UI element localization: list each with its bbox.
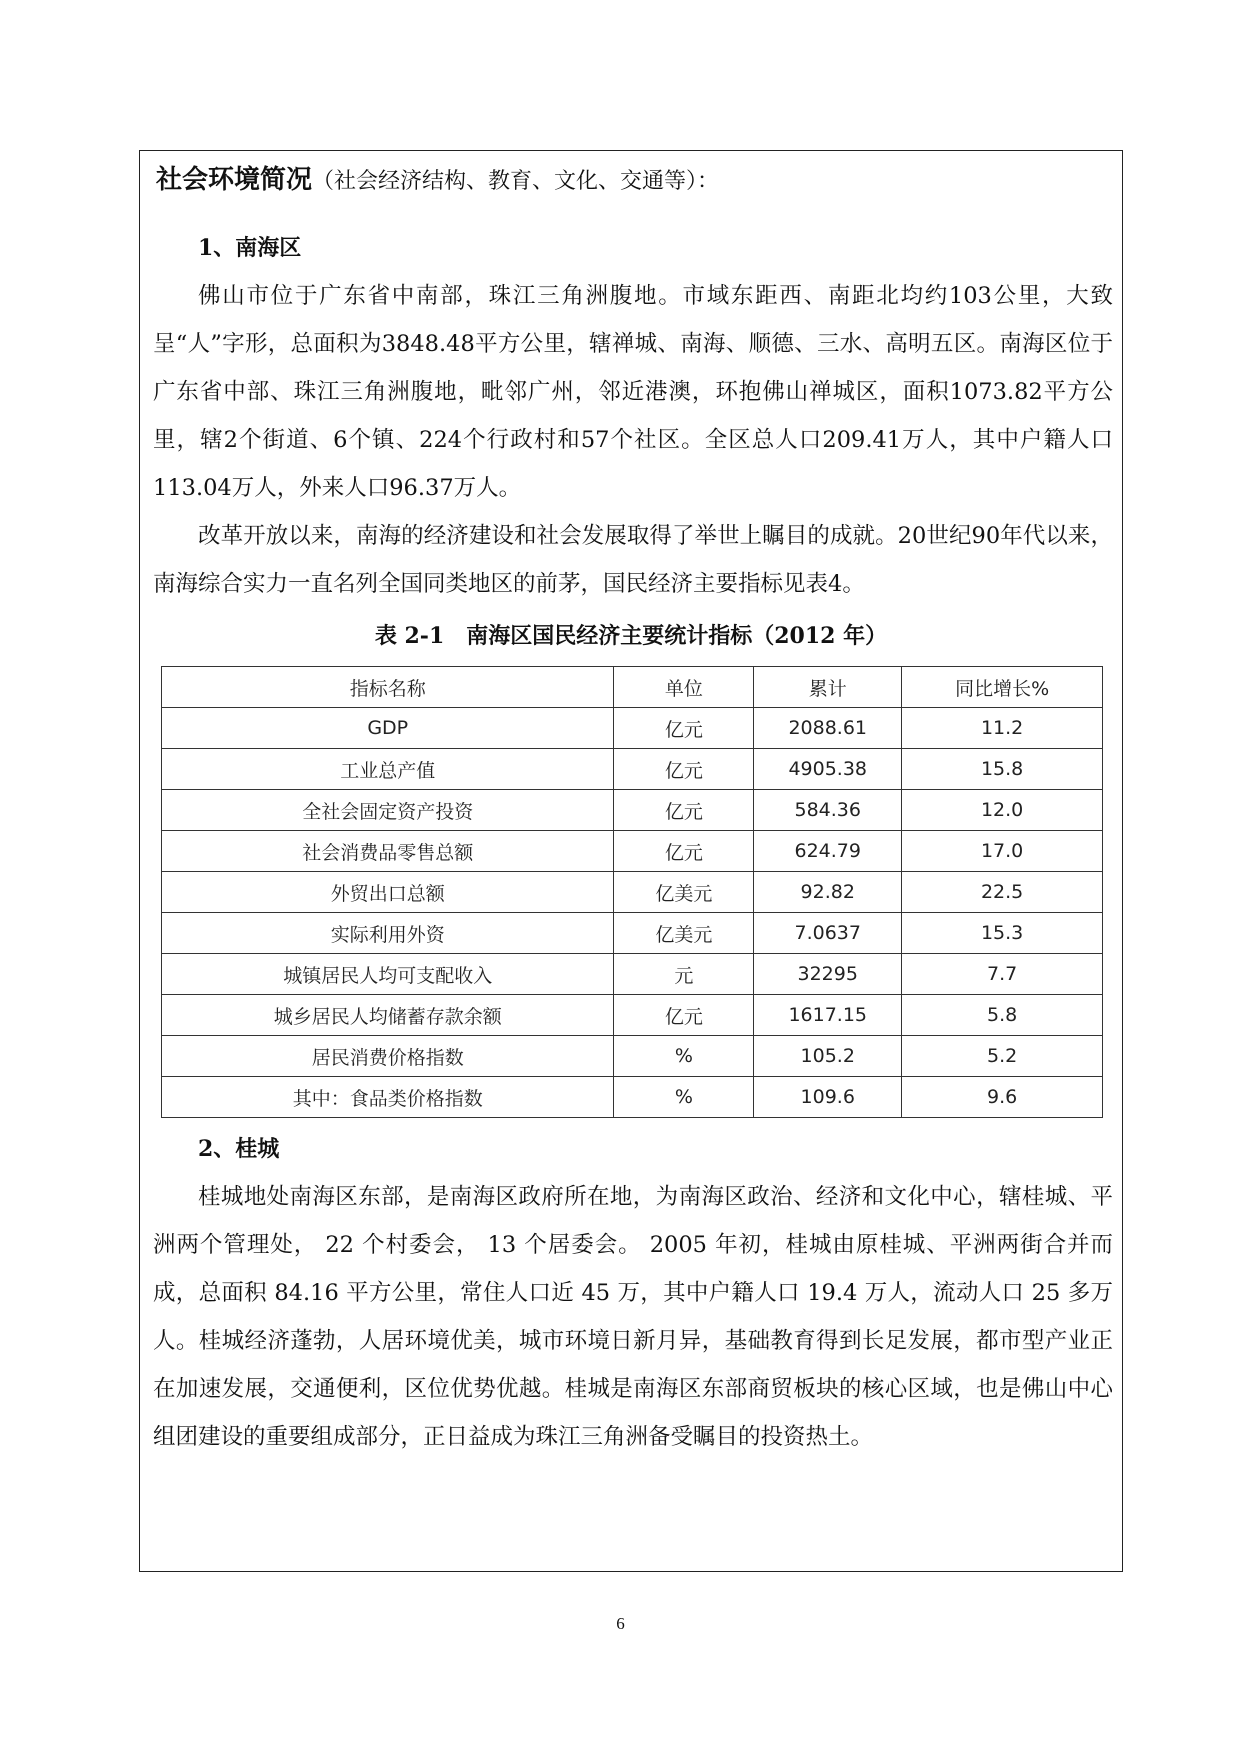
cell-unit: 亿元 xyxy=(614,708,754,749)
section-title-guicheng: 2、桂城 xyxy=(198,1136,280,1162)
cell-cumulative: 1617.15 xyxy=(754,995,902,1036)
cell-growth: 7.7 xyxy=(902,954,1103,995)
table-row xyxy=(162,954,1103,995)
table-row xyxy=(162,872,1103,913)
table-row xyxy=(162,913,1103,954)
cell-growth: 12.0 xyxy=(902,790,1103,831)
cell-cumulative: 624.79 xyxy=(754,831,902,872)
cell-growth: 17.0 xyxy=(902,831,1103,872)
page-number: 6 xyxy=(616,1614,625,1633)
cell-cumulative: 4905.38 xyxy=(754,749,902,790)
cell-indicator: 全社会固定资产投资 xyxy=(162,790,614,831)
table-row xyxy=(162,790,1103,831)
table-row xyxy=(162,831,1103,872)
cell-cumulative: 2088.61 xyxy=(754,708,902,749)
table-header-row xyxy=(162,667,1103,708)
cell-growth: 9.6 xyxy=(902,1077,1103,1118)
cell-unit: 亿元 xyxy=(614,831,754,872)
cell-growth: 15.3 xyxy=(902,913,1103,954)
cell-unit: % xyxy=(614,1036,754,1077)
cell-indicator: 工业总产值 xyxy=(162,749,614,790)
cell-growth: 5.2 xyxy=(902,1036,1103,1077)
cell-indicator: 外贸出口总额 xyxy=(162,872,614,913)
heading-sub: （社会经济结构、教育、文化、交通等）： xyxy=(312,169,720,194)
table-caption: 表 2-1 南海区国民经济主要统计指标（2012 年） xyxy=(374,623,888,649)
cell-cumulative: 109.6 xyxy=(754,1077,902,1118)
header-unit: 单位 xyxy=(614,667,754,708)
cell-unit: 亿元 xyxy=(614,790,754,831)
table-body xyxy=(162,708,1103,1118)
section-title-nanhai: 1、南海区 xyxy=(198,235,302,261)
table-row xyxy=(162,749,1103,790)
cell-indicator: 城镇居民人均可支配收入 xyxy=(162,954,614,995)
heading-main: 社会环境简况 xyxy=(156,165,313,195)
cell-unit: 亿美元 xyxy=(614,872,754,913)
cell-indicator: 实际利用外资 xyxy=(162,913,614,954)
cell-indicator: GDP xyxy=(162,708,614,749)
header-growth: 同比增长% xyxy=(902,667,1103,708)
header-cumulative: 累计 xyxy=(754,667,902,708)
table-row xyxy=(162,708,1103,749)
paragraph-nanhai-economy: 改革开放以来，南海的经济建设和社会发展取得了举世上瞩目的成就。20世纪90年代以来，南海综合实力一直名列全国同类地区的前茅，国民经济主要指标见表4。 xyxy=(153,523,1113,597)
cell-growth: 22.5 xyxy=(902,872,1103,913)
cell-unit: 亿美元 xyxy=(614,913,754,954)
cell-indicator: 其中：食品类价格指数 xyxy=(162,1077,614,1118)
cell-unit: 亿元 xyxy=(614,749,754,790)
cell-unit: 亿元 xyxy=(614,995,754,1036)
paragraph-guicheng: 桂城地处南海区东部，是南海区政府所在地，为南海区政治、经济和文化中心，辖桂城、平洲两个管理处， 22 个村委会， 13 个居委会。 2005 年初，桂城由原桂城、平洲两街合并而成，总面积 84.16 平方公里，常住人口近 45 万，其中户籍人口 19.4 万人，流动人口 25 多万人。桂城经济蓬勃，人居环境优美，城市环境日新月异，基础教育得到长足发展，都市型产业正在加速发展，交通便利，区位优势优越。桂城是南海区东部商贸板块的核心区域，也是佛山中心组团建设的重要组成部分，正日益成为珠江三角洲备受瞩目的投资热土。 xyxy=(153,1184,1113,1450)
cell-growth: 11.2 xyxy=(902,708,1103,749)
table-row xyxy=(162,1036,1103,1077)
cell-cumulative: 32295 xyxy=(754,954,902,995)
cell-indicator: 城乡居民人均储蓄存款余额 xyxy=(162,995,614,1036)
cell-cumulative: 7.0637 xyxy=(754,913,902,954)
header-indicator: 指标名称 xyxy=(162,667,614,708)
table-row xyxy=(162,995,1103,1036)
cell-growth: 5.8 xyxy=(902,995,1103,1036)
cell-cumulative: 584.36 xyxy=(754,790,902,831)
statistics-table xyxy=(161,666,1103,1118)
cell-cumulative: 92.82 xyxy=(754,872,902,913)
paragraph-nanhai-overview: 佛山市位于广东省中南部，珠江三角洲腹地。市域东距西、南距北均约103公里，大致呈“人”字形，总面积为3848.48平方公里，辖禅城、南海、顺德、三水、高明五区。南海区位于广东省中部、珠江三角洲腹地，毗邻广州，邻近港澳，环抱佛山禅城区，面积1073.82平方公里，辖2个街道、6个镇、224个行政村和57个社区。全区总人口209.41万人，其中户籍人口113.04万人，外来人口96.37万人。 xyxy=(153,283,1113,501)
cell-cumulative: 105.2 xyxy=(754,1036,902,1077)
cell-unit: 元 xyxy=(614,954,754,995)
cell-indicator: 居民消费价格指数 xyxy=(162,1036,614,1077)
cell-unit: % xyxy=(614,1077,754,1118)
cell-growth: 15.8 xyxy=(902,749,1103,790)
page-heading xyxy=(156,162,719,200)
cell-indicator: 社会消费品零售总额 xyxy=(162,831,614,872)
table-row xyxy=(162,1077,1103,1118)
